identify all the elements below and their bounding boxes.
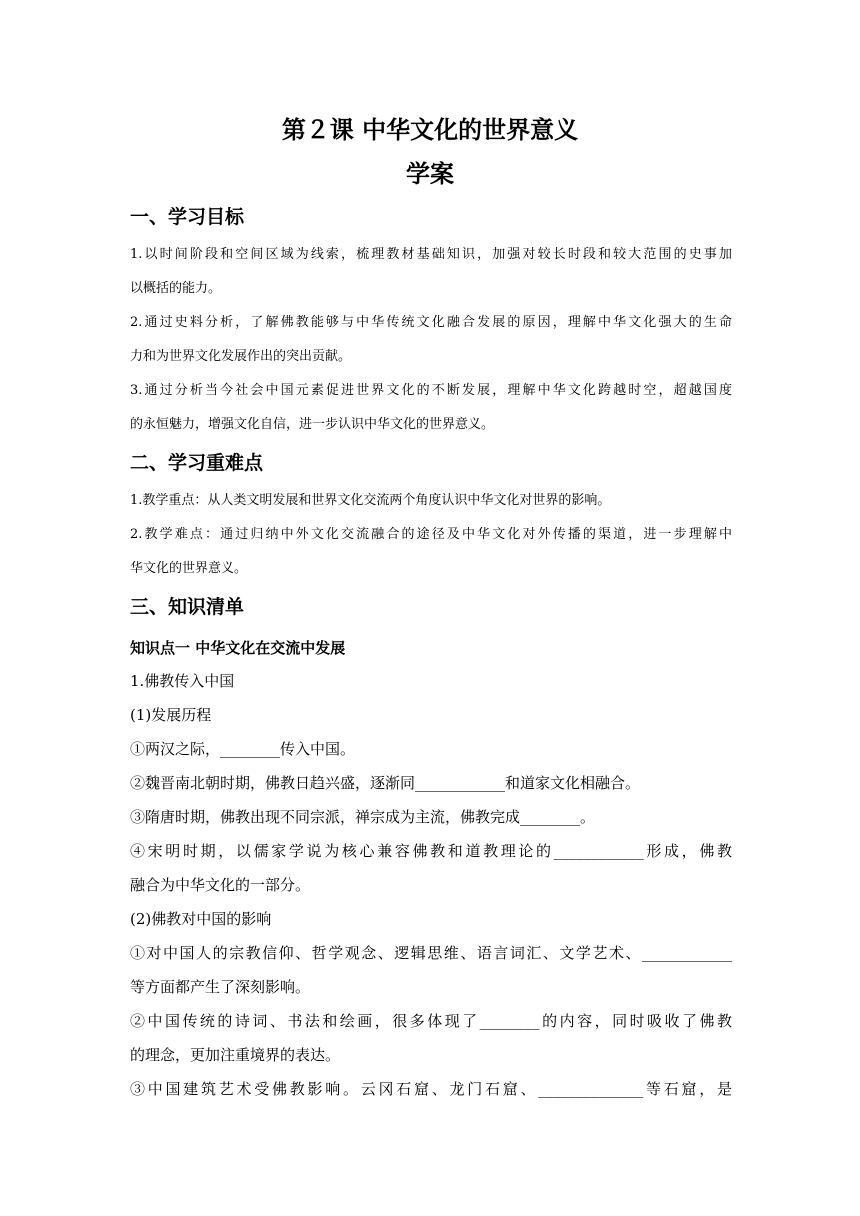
- list-item: (2)佛教对中国的影响: [130, 910, 272, 928]
- goal-paragraph-1: [130, 238, 732, 306]
- paragraph-line: 1.教学重点：从人类文明发展和世界文化交流两个角度认识中华文化对世界的影响。: [130, 493, 611, 508]
- paragraph-line: 以概括的能力。: [130, 281, 222, 296]
- fill-blank-item: ③隋唐时期，佛教出现不同宗派，禅宗成为主流，佛教完成________。: [130, 808, 596, 826]
- knowledge-point-heading: 知识点一 中华文化在交流中发展: [130, 639, 346, 657]
- document-body: [130, 196, 732, 1106]
- paragraph-line: 华文化的世界意义。: [130, 561, 248, 576]
- document-title: [0, 108, 860, 196]
- fill-blank-item: ②中国传统的诗词、书法和绘画，很多体现了________的内容，同时吸收了佛教: [130, 1012, 732, 1030]
- section-heading-learning-goals: 一、学习目标: [130, 206, 245, 228]
- paragraph-line: 力和为世界文化发展作出的突出贡献。: [130, 349, 352, 364]
- fill-blank-item: ①对中国人的宗教信仰、哲学观念、逻辑思维、语言词汇、文学艺术、____________: [130, 944, 732, 962]
- list-item: (1)发展历程: [130, 706, 212, 724]
- fill-blank-item: ②魏晋南北朝时期，佛教日趋兴盛，逐渐同____________和道家文化相融合。: [130, 774, 641, 792]
- paragraph-line: 的永恒魅力，增强文化自信，进一步认识中华文化的世界意义。: [130, 417, 495, 432]
- lesson-title: 第２课 中华文化的世界意义: [281, 116, 579, 144]
- section-heading-knowledge-list: 三、知识清单: [130, 596, 245, 618]
- paragraph-line: 1.以时间阶段和空间区域为线索，梳理教材基础知识，加强对较长时段和较大范围的史事加: [130, 247, 732, 262]
- paragraph-line: 3.通过分析当今社会中国元素促进世界文化的不断发展，理解中华文化跨越时空，超越国度: [130, 383, 732, 398]
- goal-paragraph-2: [130, 306, 732, 374]
- goal-paragraph-3: [130, 374, 732, 442]
- fill-blank-item: ①两汉之际，________传入中国。: [130, 740, 356, 758]
- fill-blank-item: ④宋明时期，以儒家学说为核心兼容佛教和道教理论的____________形成，佛教: [130, 842, 732, 860]
- paragraph-line: 等方面都产生了深刻影响。: [130, 978, 311, 996]
- section-heading-key-points: 二、学习重难点: [130, 452, 264, 474]
- key-point-paragraph-1: [130, 484, 732, 518]
- paragraph-line: 2.教学难点：通过归纳中外文化交流融合的途径及中华文化对外传播的渠道，进一步理解中: [130, 527, 732, 542]
- paragraph-line: 融合为中华文化的一部分。: [130, 876, 311, 894]
- paragraph-line: 的理念，更加注重境界的表达。: [130, 1046, 341, 1064]
- fill-blank-item: ③中国建筑艺术受佛教影响。云冈石窟、龙门石窟、______________等石窟，是: [130, 1080, 732, 1098]
- key-point-paragraph-2: [130, 518, 732, 586]
- knowledge-point-body: [130, 664, 732, 1106]
- paragraph-line: 2.通过史料分析，了解佛教能够与中华传统文化融合发展的原因，理解中华文化强大的生命: [130, 315, 732, 330]
- lesson-subtitle: 学案: [406, 160, 454, 188]
- list-item: 1.佛教传入中国: [130, 672, 235, 690]
